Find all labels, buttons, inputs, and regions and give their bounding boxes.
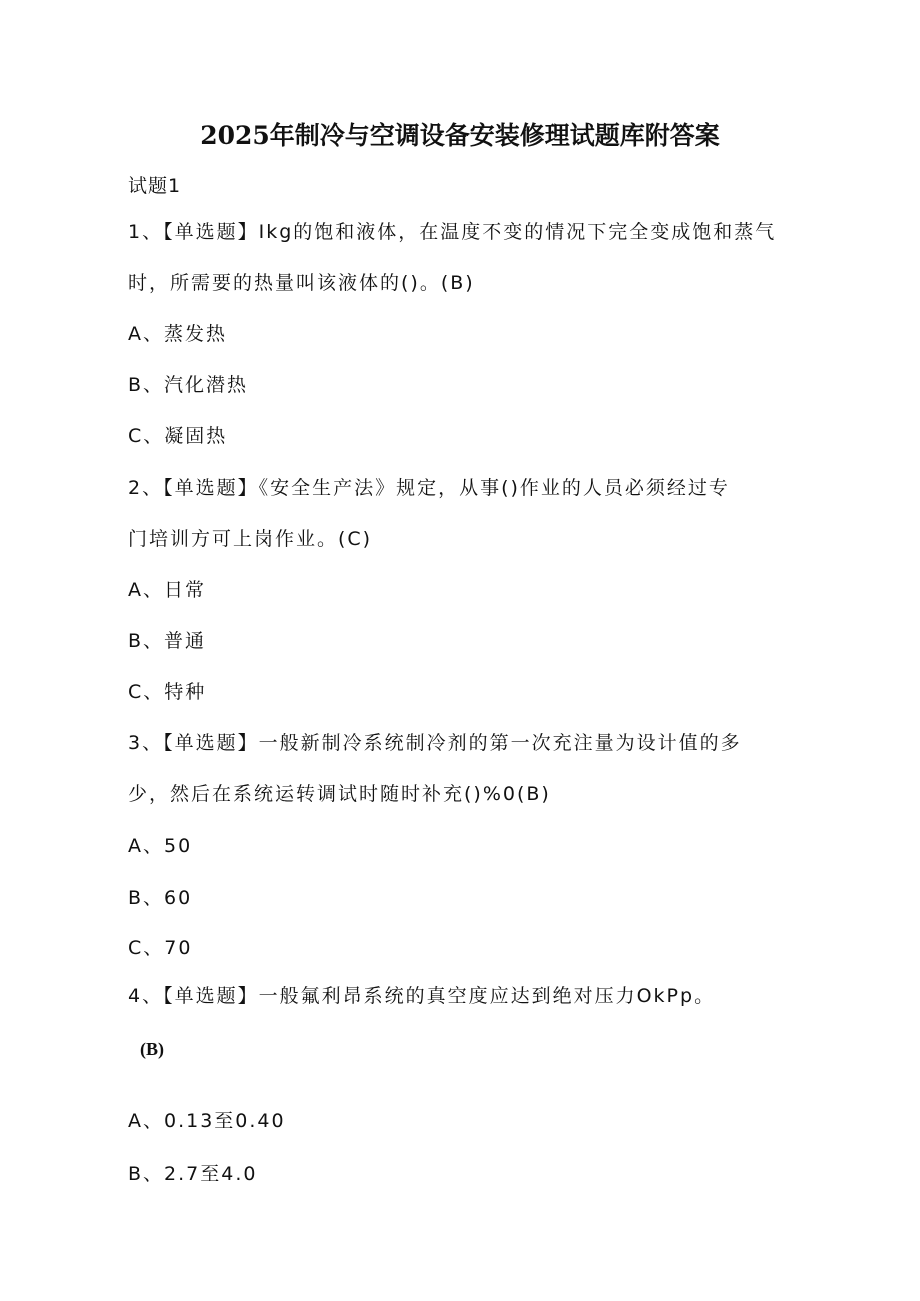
option-b: B、2.7至4.0 xyxy=(128,1163,258,1185)
option-a: A、日常 xyxy=(128,579,206,601)
question-stem: 门培训方可上岗作业。(C) xyxy=(128,528,373,550)
option-b: B、60 xyxy=(128,887,193,909)
option-c: C、特种 xyxy=(128,681,207,703)
document-title: 2025年制冷与空调设备安装修理试题库附答案 xyxy=(200,121,720,150)
question-stem: 4、【单选题】一般氟利昂系统的真空度应达到绝对压力OkPp。 xyxy=(128,985,716,1007)
option-c: C、70 xyxy=(128,937,193,959)
option-c: C、凝固热 xyxy=(128,425,228,447)
option-b: B、汽化潜热 xyxy=(128,374,249,396)
question-stem: 时，所需要的热量叫该液体的()。(B) xyxy=(128,272,475,294)
section-heading: 试题1 xyxy=(128,175,182,197)
question-stem: 少，然后在系统运转调试时随时补充()%0(B) xyxy=(128,783,551,805)
option-b: B、普通 xyxy=(128,630,207,652)
question-stem: 1、【单选题】Ikg的饱和液体，在温度不变的情况下完全变成饱和蒸气 xyxy=(128,221,777,243)
option-a: A、50 xyxy=(128,835,193,857)
option-a: A、0.13至0.40 xyxy=(128,1110,286,1132)
option-a: A、蒸发热 xyxy=(128,323,227,345)
question-stem: 2、【单选题】《安全生产法》规定，从事()作业的人员必须经过专 xyxy=(128,477,730,499)
question-stem: 3、【单选题】一般新制冷系统制冷剂的第一次充注量为设计值的多 xyxy=(128,732,742,754)
answer-label: (B) xyxy=(140,1039,164,1059)
